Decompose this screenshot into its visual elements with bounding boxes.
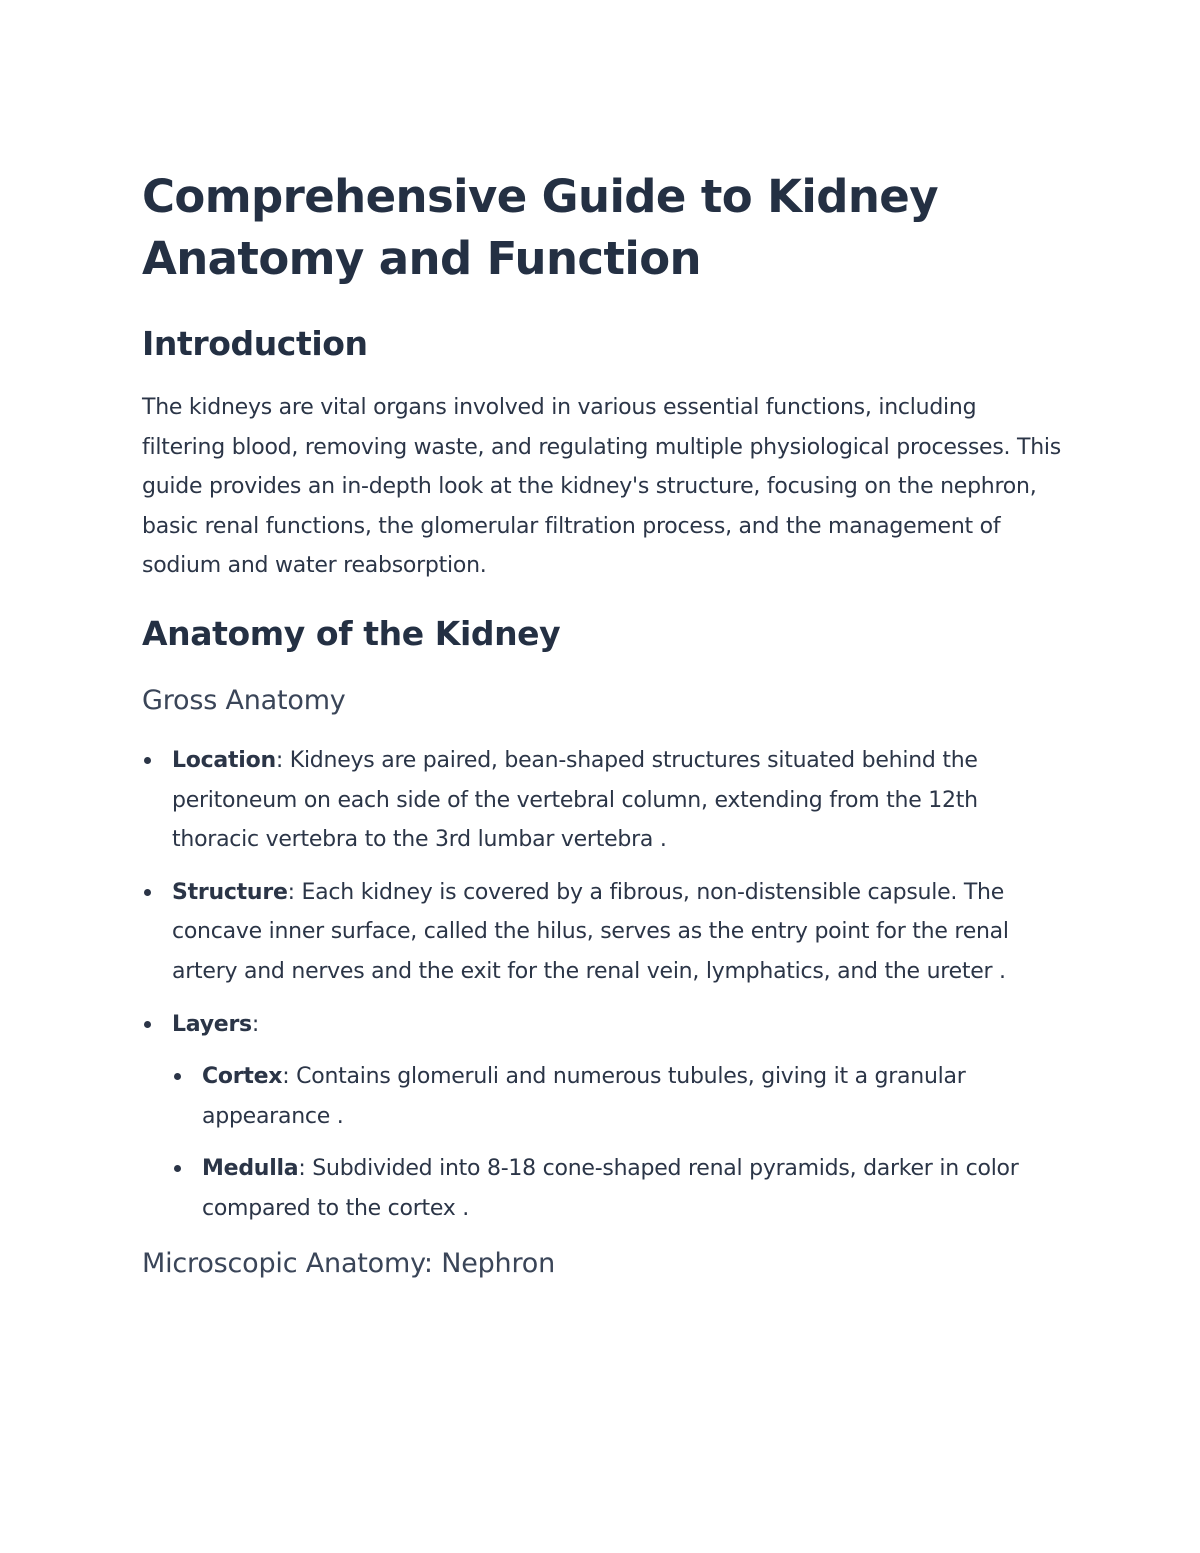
list-item-cortex [172,1057,1062,1136]
term-location: Location [172,747,276,773]
introduction-paragraph: The kidneys are vital organs involved in various essential functions, including filtering blood, removing waste, and regulating multiple physiological processes. This guide provides an in-depth look at the kidney's structure, focusing on the nephron, basic renal functions, the glomerular filtration process, and the management of sodium and water reabsorption. [142,395,1061,579]
microscopic-anatomy-heading: Microscopic Anatomy: Nephron [142,1247,555,1279]
description-location: : Kidneys are paired, bean-shaped structures situated behind the peritoneum on each side of the vertebral column, extending from the 12th thoracic vertebra to the 3rd lumbar vertebra . [172,747,978,853]
layers-sublist [172,1057,1062,1228]
list-item-medulla [172,1149,1062,1228]
term-medulla: Medulla [202,1156,299,1182]
description-structure: : Each kidney is covered by a fibrous, non-distensible capsule. The concave inner surface, called the hilus, serves as the entry point for the renal artery and nerves and the exit for the renal vein, lymphatics, and the ureter . [172,879,1009,984]
gross-anatomy-list [142,741,1062,1229]
list-item-layers [142,1005,1062,1229]
description-medulla: : Subdivided into 8-18 cone-shaped renal pyramids, darker in color compared to the cortex . [202,1156,1019,1221]
anatomy-heading: Anatomy of the Kidney [142,613,561,653]
description-cortex: : Contains glomeruli and numerous tubules, giving it a granular appearance . [202,1064,966,1129]
introduction-heading: Introduction [142,324,368,363]
document-page [142,166,1062,1283]
page-title: Comprehensive Guide to Kidney Anatomy and Function [142,170,938,285]
term-layers: Layers [172,1011,252,1037]
term-cortex: Cortex [202,1064,283,1090]
description-layers: : [251,1011,260,1037]
list-item-location [142,741,1062,860]
gross-anatomy-heading: Gross Anatomy [142,684,346,716]
term-structure: Structure [172,879,288,905]
list-item-structure [142,873,1062,992]
